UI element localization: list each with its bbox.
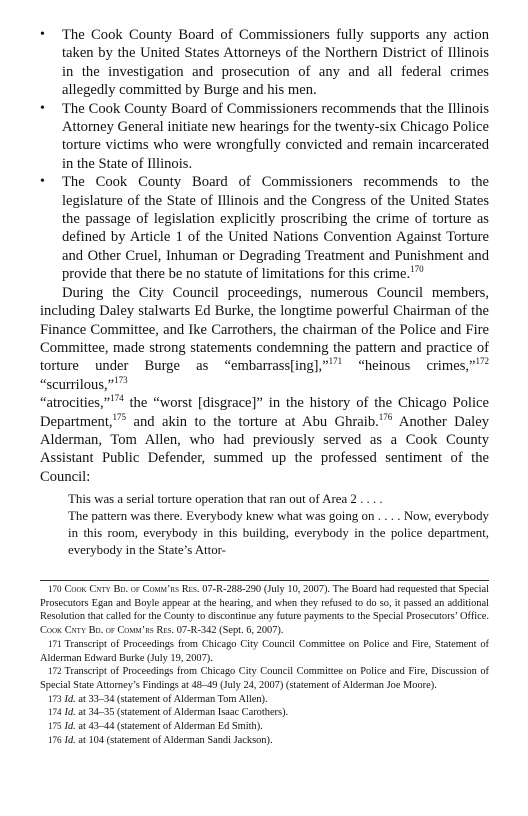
footnote-text: at 34–35 (statement of Alderman Isaac Carothers). (75, 707, 289, 719)
list-item (40, 173, 489, 283)
footnote-number: 172 (48, 666, 62, 677)
footnote-176 (40, 734, 489, 748)
footnote-ref[interactable]: 170 (410, 264, 424, 275)
footnote-text: at 43–44 (statement of Alderman Ed Smith). (75, 721, 263, 733)
footnote-text: at 33–34 (statement of Alderman Tom Allen). (75, 693, 268, 705)
quote-line: The pattern was there. Everybody knew what was going on . . . . Now, everybody in this room, everybody in this building, everybody in the police department, everybody in the State’s Attor- (68, 509, 489, 558)
citation-id: Id. (64, 734, 76, 746)
page-body (40, 26, 489, 559)
paragraph-text: “heinous crimes,” (342, 358, 476, 375)
footnote-number: 175 (48, 721, 62, 732)
footnote-ref[interactable]: 174 (110, 393, 124, 404)
quote-line: This was a serial torture operation that ran out of Area 2 . . . . (68, 492, 383, 507)
footnotes (40, 583, 489, 747)
list-item (40, 26, 489, 100)
bullet-text: The Cook County Board of Commissioners recommends that the Illinois Attorney General initiate new hearings for the twenty-six Chicago Police torture victims who were wrongfully convicted and remain incarcerated in the State of Illinois. (62, 100, 489, 172)
footnote-text: at 104 (statement of Alderman Sandi Jackson). (75, 734, 273, 746)
citation-id: Id. (64, 693, 76, 705)
footnote-ref[interactable]: 176 (378, 411, 393, 422)
list-item (40, 100, 489, 174)
footnote-172 (40, 665, 489, 692)
resolution-list (40, 26, 489, 284)
footnote-divider (40, 580, 489, 581)
bullet-text: The Cook County Board of Commissioners recommends to the legislature of the State of Illinois and the Congress of the United States the passage of legislation explicitly proscribing the crime of torture as defined by Article 1 of the United Nations Convention Against Torture and Other Cruel, Inhuman or Degrading Treatment and Punishment and provide that there be no statute of limitations for this crime. (62, 174, 489, 283)
bullet-text: The Cook County Board of Commissioners fully supports any action taken by the United States Attorneys of the Northern District of Illinois in the investigation and prosecution of any and all federal crimes allegedly committed by Burge and his men. (62, 27, 489, 99)
footnote-number: 174 (48, 707, 62, 718)
footnote-text: 07-R-288-290 (July 10, 2007). The Board had requested that Special Prosecutors Egan and Boyle appear at the hearing, and when they refused to do so, it passed an additional Resolution that called for the County to discontinue any future payments to the Special Prosecutors’ Office. (40, 584, 489, 623)
bullet-icon: • (40, 100, 45, 116)
paragraph-text: “scurrilous,” (40, 376, 115, 393)
footnote-ref[interactable]: 175 (112, 411, 127, 422)
footnote-170 (40, 583, 489, 638)
footnote-ref[interactable]: 172 (475, 356, 489, 367)
paragraph-text: the “worst [disgrace]” in the history of the Chicago Police Department, (40, 395, 489, 430)
footnote-173 (40, 693, 489, 707)
footnote-ref[interactable]: 173 (114, 374, 128, 385)
footnote-number: 173 (48, 693, 62, 704)
footnote-174 (40, 706, 489, 720)
citation-id: Id. (64, 707, 76, 719)
footnote-175 (40, 720, 489, 734)
paragraph-text: “atrocities,” (40, 395, 111, 412)
paragraph-text: Another Daley Alderman, Tom Allen, who had previously served as a Cook County Assistant Public Defender, summed up the professed sentiment of the Council: (40, 413, 489, 485)
block-quote (68, 491, 489, 559)
bullet-icon: • (40, 27, 45, 42)
citation-id: Id. (64, 721, 76, 733)
footnote-number: 176 (48, 734, 62, 745)
bullet-icon: • (40, 174, 45, 190)
footnote-number: 171 (48, 638, 62, 649)
footnote-number: 170 (48, 584, 62, 594)
paragraph-text: During the City Council proceedings, numerous Council members, including Daley stalwarts Ed Burke, the longtime powerful Chairman of the Finance Committee, and Ike Carrothers, the chairman of the Police and Fire Committee, made strong statements condemning the pattern and practice of torture under Burge as “embarrass[ing],” (40, 284, 489, 375)
footnote-ref[interactable]: 171 (328, 356, 343, 367)
citation-smallcaps: Cook Cnty Bd. of Comm’rs Res. (40, 625, 175, 637)
footnote-171 (40, 638, 489, 665)
paragraph-text: and akin to the torture at Abu Ghraib. (126, 413, 379, 430)
footnote-text: Transcript of Proceedings from Chicago City Council Committee on Police and Fire, Statement of Alderman Edward Burke (July 19, 2007). (40, 638, 489, 664)
footnote-text: Transcript of Proceedings from Chicago City Council Committee on Police and Fire, Discussion of Special State Attorney’s Findings at 48–49 (July 24, 2007) (statement of Alderman Joe Moore). (40, 666, 489, 691)
footnote-text: 07-R-342 (Sept. 6, 2007). (174, 625, 284, 637)
citation-smallcaps: Cook Cnty Bd. of Comm’rs Res. (64, 584, 200, 595)
body-paragraph (40, 284, 489, 486)
